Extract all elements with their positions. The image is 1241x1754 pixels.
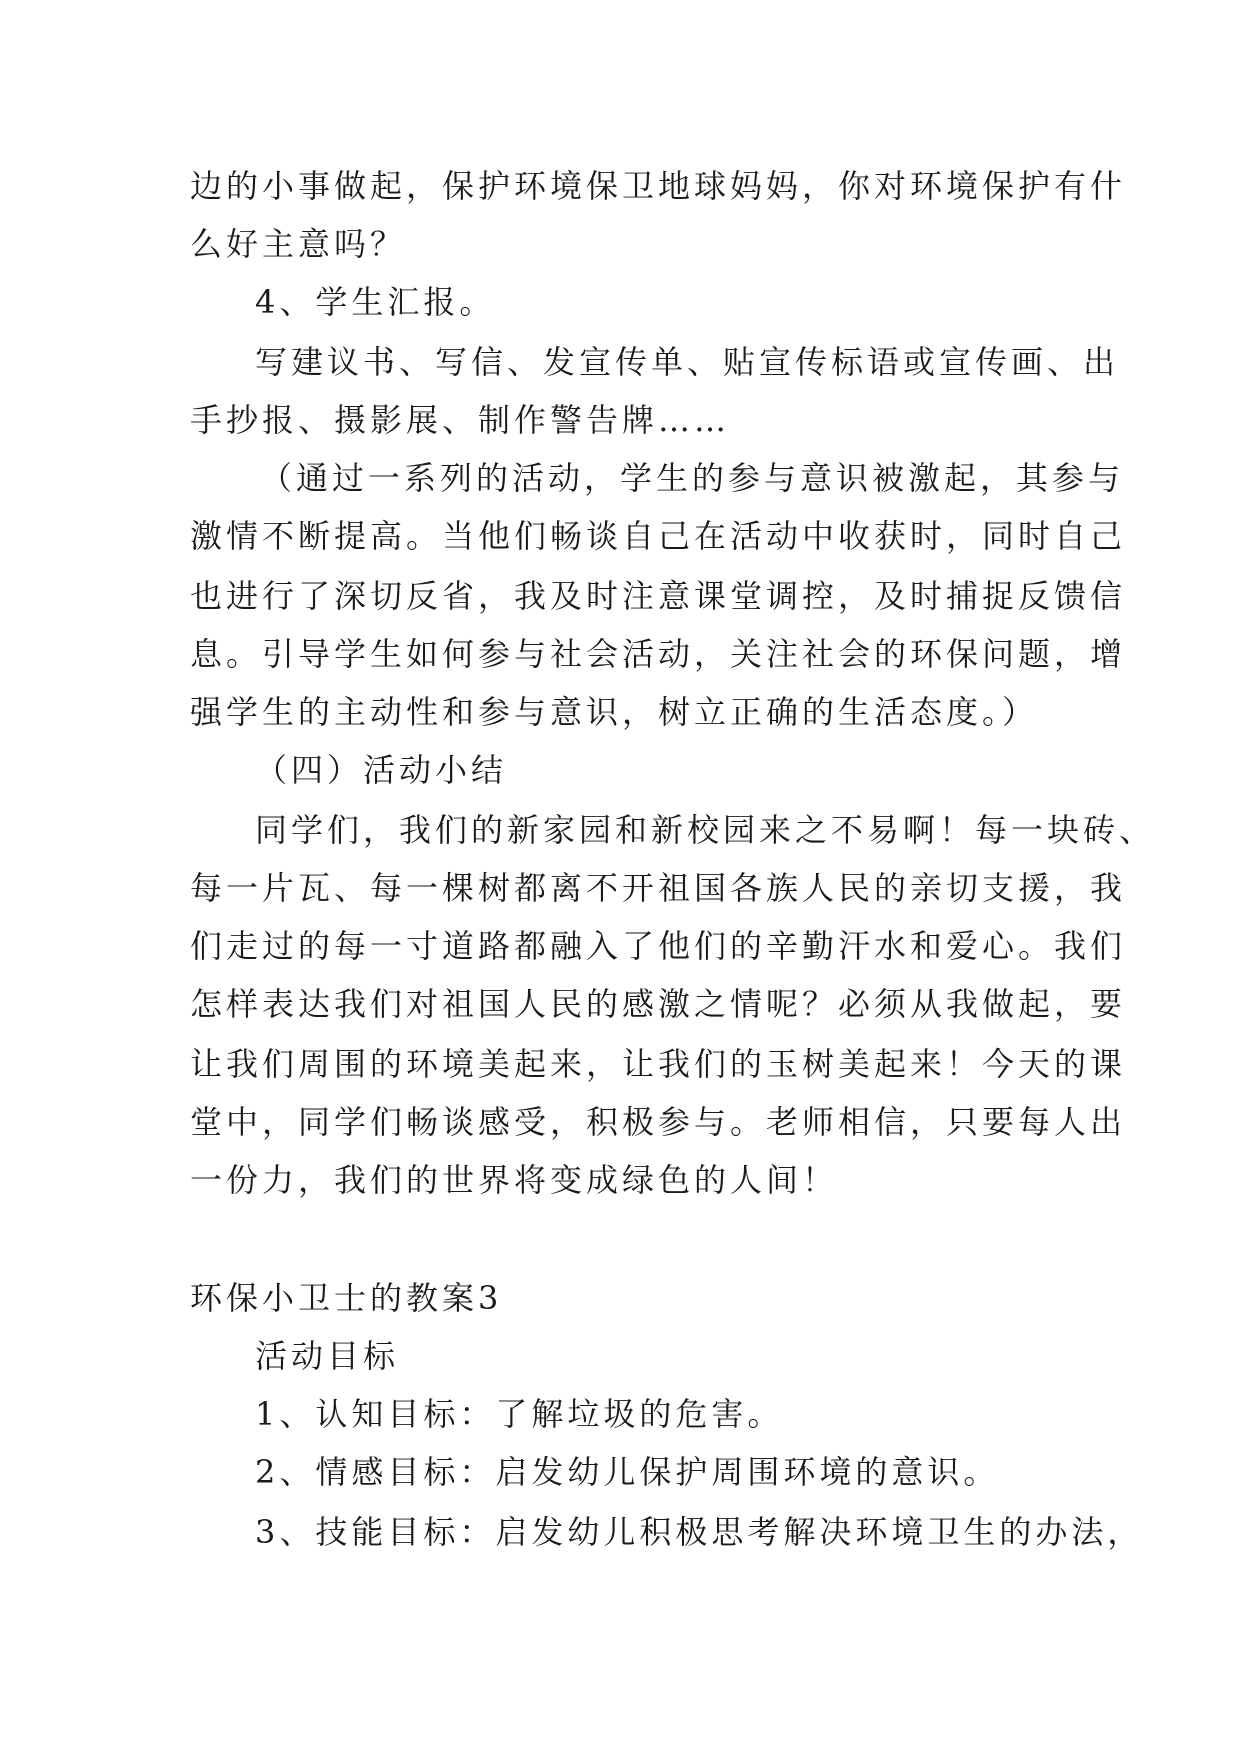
list-item: 1、认知目标：了解垃圾的危害。 bbox=[255, 1395, 784, 1433]
text-line: （通过一系列的活动，学生的参与意识被激起，其参与 bbox=[260, 459, 1125, 497]
text-line: 4、学生汇报。 bbox=[255, 283, 496, 321]
text-line: 激情不断提高。当他们畅谈自己在活动中收获时，同时自己 bbox=[190, 517, 1127, 555]
document-title: 环保小卫士的教案3 bbox=[190, 1279, 503, 1317]
text-line: 强学生的主动性和参与意识，树立正确的生活态度。） bbox=[190, 693, 1039, 731]
section-heading: （四）活动小结 bbox=[255, 751, 508, 789]
section-heading: 活动目标 bbox=[255, 1337, 400, 1375]
text-line: 一份力，我们的世界将变成绿色的人间！ bbox=[190, 1161, 839, 1199]
text-line: 们走过的每一寸道路都融入了他们的辛勤汗水和爱心。我们 bbox=[190, 927, 1127, 965]
text-line: 手抄报、摄影展、制作警告牌…… bbox=[190, 401, 731, 439]
text-line: 堂中，同学们畅谈感受，积极参与。老师相信，只要每人出 bbox=[190, 1103, 1127, 1141]
text-line: 让我们周围的环境美起来，让我们的玉树美起来！今天的课 bbox=[190, 1045, 1127, 1083]
text-line: 息。引导学生如何参与社会活动，关注社会的环保问题，增 bbox=[190, 635, 1127, 673]
text-line: 写建议书、写信、发宣传单、贴宣传标语或宣传画、出 bbox=[255, 343, 1120, 381]
list-item: 2、情感目标：启发幼儿保护周围环境的意识。 bbox=[255, 1453, 1000, 1491]
text-line: 每一片瓦、每一棵树都离不开祖国各族人民的亲切支援，我 bbox=[190, 869, 1127, 907]
text-line: 边的小事做起，保护环境保卫地球妈妈，你对环境保护有什 bbox=[190, 167, 1127, 205]
text-line: 么好主意吗？ bbox=[190, 225, 407, 263]
text-line: 也进行了深切反省，我及时注意课堂调控，及时捕捉反馈信 bbox=[190, 577, 1127, 615]
list-item: 3、技能目标：启发幼儿积极思考解决环境卫生的办法， bbox=[255, 1513, 1144, 1551]
text-line: 同学们，我们的新家园和新校园来之不易啊！每一块砖、 bbox=[255, 811, 1156, 849]
text-line: 怎样表达我们对祖国人民的感激之情呢？必须从我做起，要 bbox=[190, 985, 1127, 1023]
